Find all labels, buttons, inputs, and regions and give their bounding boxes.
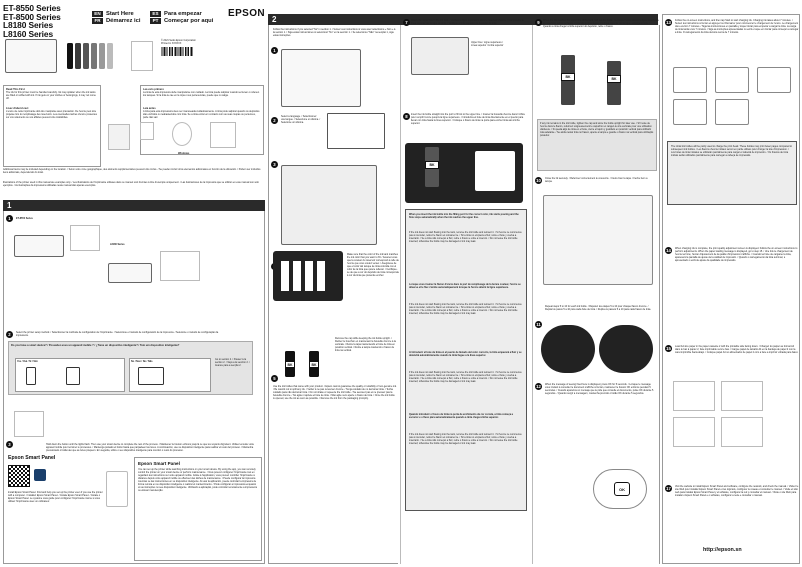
epson-smart-panel-title: Epson Smart Panel (8, 455, 56, 461)
smart-panel-app-icon (34, 469, 46, 481)
lisez-body: L'encre de cette imprimante doit être manipulée avec précaution. De l'encre peut être projetée lors du remplissage des réservoirs. Les éventuelles taches d'encre présentes sur vos vêtements ou vos affaires peuvent être indélébiles. (6, 110, 97, 120)
language-fr: FR Démarrez ici (92, 17, 152, 24)
additional-items-note: Additional items may be included depending on the location. / Selon votre zone géographique, des éléments supplémentaires peuvent être inclus. / Se pueden incluir otros elementos adicionales en función de la ubicación. / Podem ser incluídos itens adicionais, dependendo do local. (3, 168, 261, 174)
ink-bottles-illustration (65, 41, 125, 75)
step-2-5-text: Remove the cap while keeping the ink bottle upright. / Retirez le bouchon en maintenant la bouteille d'encre à la verticale. / Retire la tapa manteniendo el bote de tinta en posición vertical. / Retire a tampa mantendo o frasco de tinta na vertical. (335, 337, 396, 352)
step-1-closeup-2 (160, 251, 200, 281)
section-2-body (268, 25, 398, 564)
section-1-header (3, 200, 265, 211)
smart-device-illustration (106, 471, 128, 507)
read-first-title: Read This First (6, 88, 25, 91)
step-2-5-notes: Use the ink bottles that came with your product. / Epson cannot guarantee the quality or reliability of non-genuine ink. / Be careful not to spill any ink. / Veillez à ne pas renverser d'encre. / Tenga cuidado de no derramar tinta. / Tenha cuidado para não derramar tinta. / Do not shake or squeeze the ink bottle. / Ne secouez pas et ne pressez pas la bouteille d'encre. / No agite ni apriete el bote de tinta. / Não agite nem aperte o frasco de tinta. / Once the ink bottle is opened, use the ink as soon as possible. / Remove the ink from the packaging promptly. (273, 385, 397, 400)
step-2-11: 11 (536, 322, 541, 327)
illustrations-note: Illustrations of the printer used in this manual are examples only. / Les illustrations de l'imprimante utilisées dans ce manuel sont fournies à titre d'exemple uniquement. / Las ilustraciones de la impresora que se utilizan en este manual son solo ejemplos. / As ilustrações da impressora utilizadas neste manual são apenas exemplos. (3, 181, 259, 187)
printer-label-et8550: ET-8550 Series (16, 217, 33, 220)
section-2-number: 2 (272, 15, 277, 24)
printer-et8550 (14, 235, 64, 257)
repeat-illustration-2 (599, 325, 653, 373)
epson-url[interactable]: http://epson.sn (703, 547, 742, 553)
step-2-17-text: Visit the website to install Epson Smart Panel and software, configure the network, and check the manual. / Visitez le site Web pour installer Epson Smart Panel et les logiciels, configurer le réseau et consulter le manuel. / Visite el sitio web para instalar Epson Smart Panel y el software, configurar la red y consultar el manual. / Visite o site Web para instalar o Epson Smart Panel e o software, configurar a rede e consultar o manual. (675, 485, 799, 497)
step-2-10-text: Close the lid securely. / Refermez correctement le couvercle. / Cierre bien la tapa. / Feche bem a tampa. (545, 177, 648, 183)
language-list-left (92, 10, 152, 25)
leftover-ink-note: If any ink remains in the ink bottle, tighten the cap and store the bottle upright for later use. / S'il reste de l'encre dans le flacon, refermez soigneusement le capuchon et rangez-le à la verticale pour une utilisation ultérieure. / Si queda algo de tinta en el bote, cierre el tapón y guárdelo en posición vertical para utilizarlo más adelante. / Se ainda restar tinta no frasco, aperte a tampa e guarde o frasco na vertical para utilização posterior. (537, 119, 657, 171)
warning-bullets: If the ink does not start flowing into the tank, remove the ink bottle and reinsert it. / Si l'encre ne commence pas à s'écouler, retirez le flacon et réinsérez-le. / Si la tinta no empieza a fluir, retire el bote y vuelva a insertarlo. / Se a tinta não começar a fluir, retire o frasco e volte a inseri-lo. / Do not leave the ink bottle inserted; otherwise the bottle may be damaged or ink may leak. (409, 231, 522, 243)
section-1-number: 1 (7, 201, 12, 210)
smart-panel-info-body: You can set up the printer while watching instructions on your smart device. By using the app, you can remotely control the printer on your smart device or perform maintenance. / Vous pouvez configurer l'imprimante tout en regardant les instructions sur votre appareil mobile. Grâce à l'application, vous pouvez contrôler l'imprimante à distance depuis votre appareil mobile ou effectuer des tâches de maintenance. / Puede configurar la impresora mientras ve las instrucciones en su dispositivo inteligente. Al usar la aplicación, puede controlar la impresora de forma remota en su dispositivo inteligente o realizar el mantenimiento. / Pode configurar a impressora enquanto vê as instruções no seu dispositivo inteligente. Utilizando a aplicação, pode controlar remotamente a impressora ou efetuar manutenção. (138, 468, 257, 492)
step-1-closeup (70, 225, 100, 251)
printer-l8180 (108, 263, 152, 283)
repeat-illustration-1 (541, 325, 595, 373)
smart-panel-info-box (134, 457, 262, 561)
lisez-title: Lisez d'abord ceci (6, 107, 29, 111)
section-3-column (400, 19, 530, 564)
step-1-1: 1 (6, 215, 13, 222)
smart-panel-info-title: Epson Smart Panel (138, 461, 180, 466)
goto-section-2: Go to section 2. / Passez à la section 2. / Vaya a la sección 2. / Avance para a secção 2. (215, 358, 250, 367)
step-1-3-text: Hold down the button until the lights flash. Then use your smart device to complete the rest of the process. / Maintenez le bouton enfoncé jusqu'à ce que les voyants clignotent. Utilisez ensuite votre appareil mobile pour terminer le processus. / Mantenga pulsado el botón hasta que parpadeen las luces. A continuación, use su dispositivo inteligente para realizar el resto del proceso. / Mantenha pressionado o botão até que as luzes pisquem. Em seguida, utilize o seu dispositivo inteligente para concluir o resto do processo. (46, 443, 254, 452)
section-2-intro: Follow the instructions if you selected "No" in section 1. / Suivez ces instructions si vous avez sélectionné « Non » à la section 1. / Siga estas instrucciones si seleccionó "No" en la sección 1. / Se selecionou "Não" na secção 1, siga estas instruções. (273, 28, 396, 37)
language-screen (327, 113, 385, 149)
smart-panel-install (6, 455, 106, 563)
step-2-8-text: Insert the ink bottle straight into the port to fill ink to the upper line. / Insérez la bouteille d'encre dans l'orifice pour remplir l'encre jusqu'à la ligne supérieure. / Introduzca el bote de tinta directamente en el puerto para llenar con tinta hasta la línea superior. / Coloque o frasco de tinta na porta para encher tinta até à linha superior. (411, 113, 526, 125)
step-2-3: 3 (271, 161, 278, 168)
cover-title-block (3, 4, 63, 38)
printer-illustration (5, 39, 57, 73)
charging-illustration (673, 65, 793, 135)
paper-loading-illustration (673, 381, 793, 455)
warning-bullets-fr: If the ink does not start flowing into the tank, remove the ink bottle and reinsert it. / Si l'encre ne commence pas à s'écouler, retirez le flacon et réinsérez-le. / Si la tinta no empieza a fluir, retire el bote y vuelva a insertarlo. / Se a tinta não começar a fluir, retire o frasco e volte a inseri-lo. / Do not leave the ink bottle inserted; otherwise the bottle may be damaged or ink may leak. (409, 303, 522, 315)
close-lid-illustration (543, 195, 653, 285)
language-list-right (150, 10, 225, 25)
step-2-12-text: When the message of seeing fixed here is displayed, press OK for 5 seconds. / Lorsque le message vous invitant à consulter le document s'affiche à l'écran, maintenez le bouton OK enfoncé pendant 5 secondes. / Cuando aparezca un mensaje que le pide que consulte el documento, pulse OK durante 5 segundos. / Quando surgir a mensagem, mantenha premido o botão OK durante 5 segundos. (545, 383, 654, 395)
warning-bullets-es: If the ink does not start flowing into the tank, remove the ink bottle and reinsert it. / Si l'encre ne commence pas à s'écouler, retirez le flacon et réinsérez-le. / Si la tinta no empieza a fluir, retire el bote y vuelva a insertarlo. / Se a tinta não começar a fluir, retire o frasco e volte a inseri-lo. / Do not leave the ink bottle inserted; otherwise the bottle may be damaged or ink may leak. (409, 371, 522, 383)
step-1-3-illustration (14, 411, 44, 437)
step-2-15-text: Load A4 size paper in the paper cassette 2 with the printable side facing down. / Chargez du papier au format A4 dans le bac à papier 2, face imprimable vers le bas. / Cargue papel de tamaño A4 en la bandeja de papel 2 con la cara imprimible hacia abajo. / Coloque papel A4 no alimentador de papel 2 com a face a imprimir voltada para baixo. (675, 345, 799, 354)
accessories-illustration (100, 120, 260, 162)
section-1-body (3, 211, 265, 564)
section-4-column (532, 19, 660, 564)
step-2-14-text: When charging ink is complete, the print quality adjustment screen is displayed. Follow the on-screen instructions to perform adjustments. When the paper loading message is displayed, go to step 15. / Une fois le chargement de l'encre terminé, l'écran d'ajustement de la qualité d'impression s'affiche. / Cuando termine de cargarse la tinta, aparecerá la pantalla de ajuste de la calidad de impresión. / Quando o carregamento da tinta terminar, é apresentado o ecrã de ajuste da qualidade de impressão. (675, 247, 798, 262)
manual-illustration (131, 41, 153, 71)
no-label: No / Non / No / Não (131, 360, 153, 363)
leia-body: A tinta para esta impressora deve ser manuseada cuidadosamente. A tinta pode salpicar quando os depósitos são enchidos ou reabastecidos com tinta. Se a tinta entrar em contacto com as suas roupas ou pertences, pode não sair. (143, 110, 260, 120)
barcode-area: © 2021 Seiko Epson Corporation Printed in XXXXXX (161, 39, 197, 67)
series-title-1: ET-8550 Series (3, 3, 61, 13)
step-2-13: 13 (666, 20, 671, 25)
read-first-box (3, 85, 101, 167)
step-2-15: 15 (666, 346, 671, 351)
smart-device-question: Do you have a smart device? / Possédez-vous un appareil mobile ? / ¿Tiene un dispositivo inteligente? / Tem um dispositivo inteligente? Yes / Oui / Sí / Sim No / Non / No / Não Go to section 2. / Passez à la section 2. / Vaya a la sección 2. / Avance para a secção 2. (8, 341, 253, 395)
filling-illustration: BK (405, 143, 523, 203)
step-1-2: 2 (6, 331, 13, 338)
filling-warning-box (405, 209, 527, 511)
upper-line-illustration (411, 37, 469, 75)
step-1-3: 3 (6, 441, 13, 448)
step-2-9: 9 (535, 19, 542, 26)
lea-body: La tinta de esta impresora debe manipularse con cuidado. La tinta puede salpicar cuando se llenen o rellenen los tanques. Si la tinta le cae en la ropa o sus pertenencias, puede que no salga. (143, 91, 260, 98)
section-5-column (662, 14, 800, 564)
smart-panel-steps: Install Epson Smart Panel. Find and help you set up the printer even if you use the printer with a computer. / Installez Epson Smart Panel. / Instale Epson Smart Panel. / Instale o Epson Smart Panel. Le système vous guide pour configurer l'imprimante même si vous utilisez l'imprimante avec un ordinateur. (8, 491, 103, 503)
windows-label: Windows (178, 152, 190, 155)
bottle-cap-illustration: BK BK (279, 343, 329, 379)
ink-tank-illustration (273, 251, 343, 301)
epson-logo: EPSON (228, 8, 266, 19)
warning-bullets-pt: If the ink does not start flowing into the tank, remove the ink bottle and reinsert it. / Si l'encre ne commence pas à s'écouler, retirez le flacon et réinsérez-le. / Si la tinta no empieza a fluir, retire el bote y vuelva a insertarlo. / Se a tinta não começar a fluir, retire o frasco e volte a inseri-lo. / Do not leave the ink bottle inserted; otherwise the bottle may be damaged or ink may leak. (409, 433, 522, 445)
ok-button: OK (614, 482, 630, 496)
warning-pt: Quando introduzir o frasco de tinta na porta de enchimento da cor correta, a tinta começa a escorrer e o fluxo pára automaticamente quando a tinta chega à linha superior. (409, 413, 514, 419)
warning-es: Al introducir el bote de tinta en el puerto de llenado del color correcto, la tinta empezará a fluir y se detendrá automáticamente cuando la tinta llegue a la línea superior. (409, 351, 522, 357)
step-2-1: 1 (271, 47, 278, 54)
step-2-4-text: Make sure that the color of the ink tank matches the ink color that you want to fill. / Assurez-vous que la couleur du réservoir correspond à celle de l'encre que vous voulez verser. / Asegúrese de que el color del tanque de tinta coincida con el color de la tinta que quiere rellenar. / Certifique-se de que a cor do depósito de tinta corresponde à cor da tinta que pretende encher. (347, 253, 399, 277)
yes-label: Yes / Oui / Sí / Sim (17, 360, 38, 363)
series-title-4: L8160 Series (3, 28, 54, 39)
step-2-9-text: When the ink reaches the upper line of the tank, pull out the bottle. / Lorsque l'encre atteint la ligne supérieure du réservoir, retirez le flacon. / Cuando la tinta llegue a la línea superior del tanque, extraiga el bote. / Quando a tinta chegar à linha superior do depósito, retire o frasco. (543, 19, 659, 28)
step-2-7-text: Check the upper line in the ink tank. / Vérifiez la ligne supérieure dans le réservoir d'encre. / Compruebe la línea superior del tanque de tinta. / Verifique a linha superior no depósito de tinta. (411, 19, 524, 25)
language-en: EN Start Here (92, 10, 152, 17)
step-2-12: 12 (536, 384, 541, 389)
open-scanner-illustration (281, 165, 377, 245)
leia-title: Leia antes (143, 107, 156, 111)
language-es: ES Para empezar (150, 10, 225, 17)
step-1-2-text: Select the printer setup method. / Sélectionnez la méthode de configuration de l'imprimante. / Seleccione el método de configuración de la impresora. / Selecione o método de configuração da impressora. (16, 331, 219, 337)
warning-en: When you insert the ink bottle into the filling port for the correct color, ink starts pouring and the flow stops automatically when the ink reaches the upper line. (409, 213, 519, 219)
step-2-14: 14 (666, 248, 671, 253)
step-2-5: 5 (271, 375, 278, 382)
warning-fr: Lorsque vous insérez la flacon d'encre dans le port de remplissage de la bonne couleur, l'encre se déverse et le flux s'arrête automatiquement lorsque la l'encre atteint la ligne supérieure. (409, 283, 521, 289)
step-2-13-text: Follow the on-screen instructions, and then tap Start to start charging ink. Charging ink takes about 7 minutes. / Suivez les instructions à l'écran et appuyez sur Démarrer pour commencer le chargement de l'encre. Le chargement dure environ 7 minutes. / Siga las instrucciones en pantalla y toque Iniciar para empezar a cargar la tinta. La carga de tinta tarda unos 7 minutos. / Siga as instruções apresentadas no ecrã e toque em Iniciar para começar a carregar a tinta. O carregamento da tinta demora cerca de 7 minutos. (675, 19, 799, 34)
step-2-17: 17 (666, 486, 671, 491)
lea-title: Lea esto primero (143, 88, 164, 91)
initial-ink-warning: The initial ink bottles will be partly used to charge the print head. These bottles may print fewer pages compared to subsequent ink bottles. / Les flacons d'encre initiaux seront en partie utilisés pour charger la tête d'impression. / Los botes de tinta iniciales se utilizarán parcialmente para cargar el cabezal de impresión. / Os frascos de tinta iniciais serão utilizados parcialmente para carregar a cabeça de impressão. (667, 141, 797, 205)
read-first-body: The ink for this printer must be handled carefully. Ink may splatter when the ink tanks are filled or refilled with ink. If ink gets on your clothes or belongings, it may not come off. (6, 91, 96, 101)
step-2-2: 2 (271, 117, 278, 124)
series-title-3: L8180 Series (3, 20, 54, 31)
upper-line-label: Upper line / Ligne supérieure / Línea superior / Linha superior (471, 41, 504, 47)
qr-code (8, 465, 30, 487)
pullout-illustration: BK BK (553, 47, 643, 113)
step-2-8: 8 (403, 113, 410, 120)
printer-power-illustration (281, 49, 361, 107)
step-2-11-text: Repeat steps 5 to 10 for each ink bottle. / Répétez les étapes 5 à 10 pour chaque flacon d'encre. / Repita los pasos 5 a 10 para cada bote de tinta. / Repita os passos 5 a 10 para cada frasco de tinta. (545, 305, 652, 311)
step-2-10: 10 (536, 178, 541, 183)
box-contents-area (3, 35, 265, 85)
series-title-2: ET-8500 Series (3, 11, 61, 22)
step-2-2-text: Select a language. / Sélectionnez une langue. / Seleccione un idioma. / Selecione um idioma. (281, 115, 321, 124)
printer-label-l8180: L8180 Series (110, 243, 125, 246)
language-pt: PT Começar por aqui (150, 17, 225, 24)
ok-button-illustration (593, 469, 647, 509)
step-2-7: 7 (403, 19, 410, 26)
